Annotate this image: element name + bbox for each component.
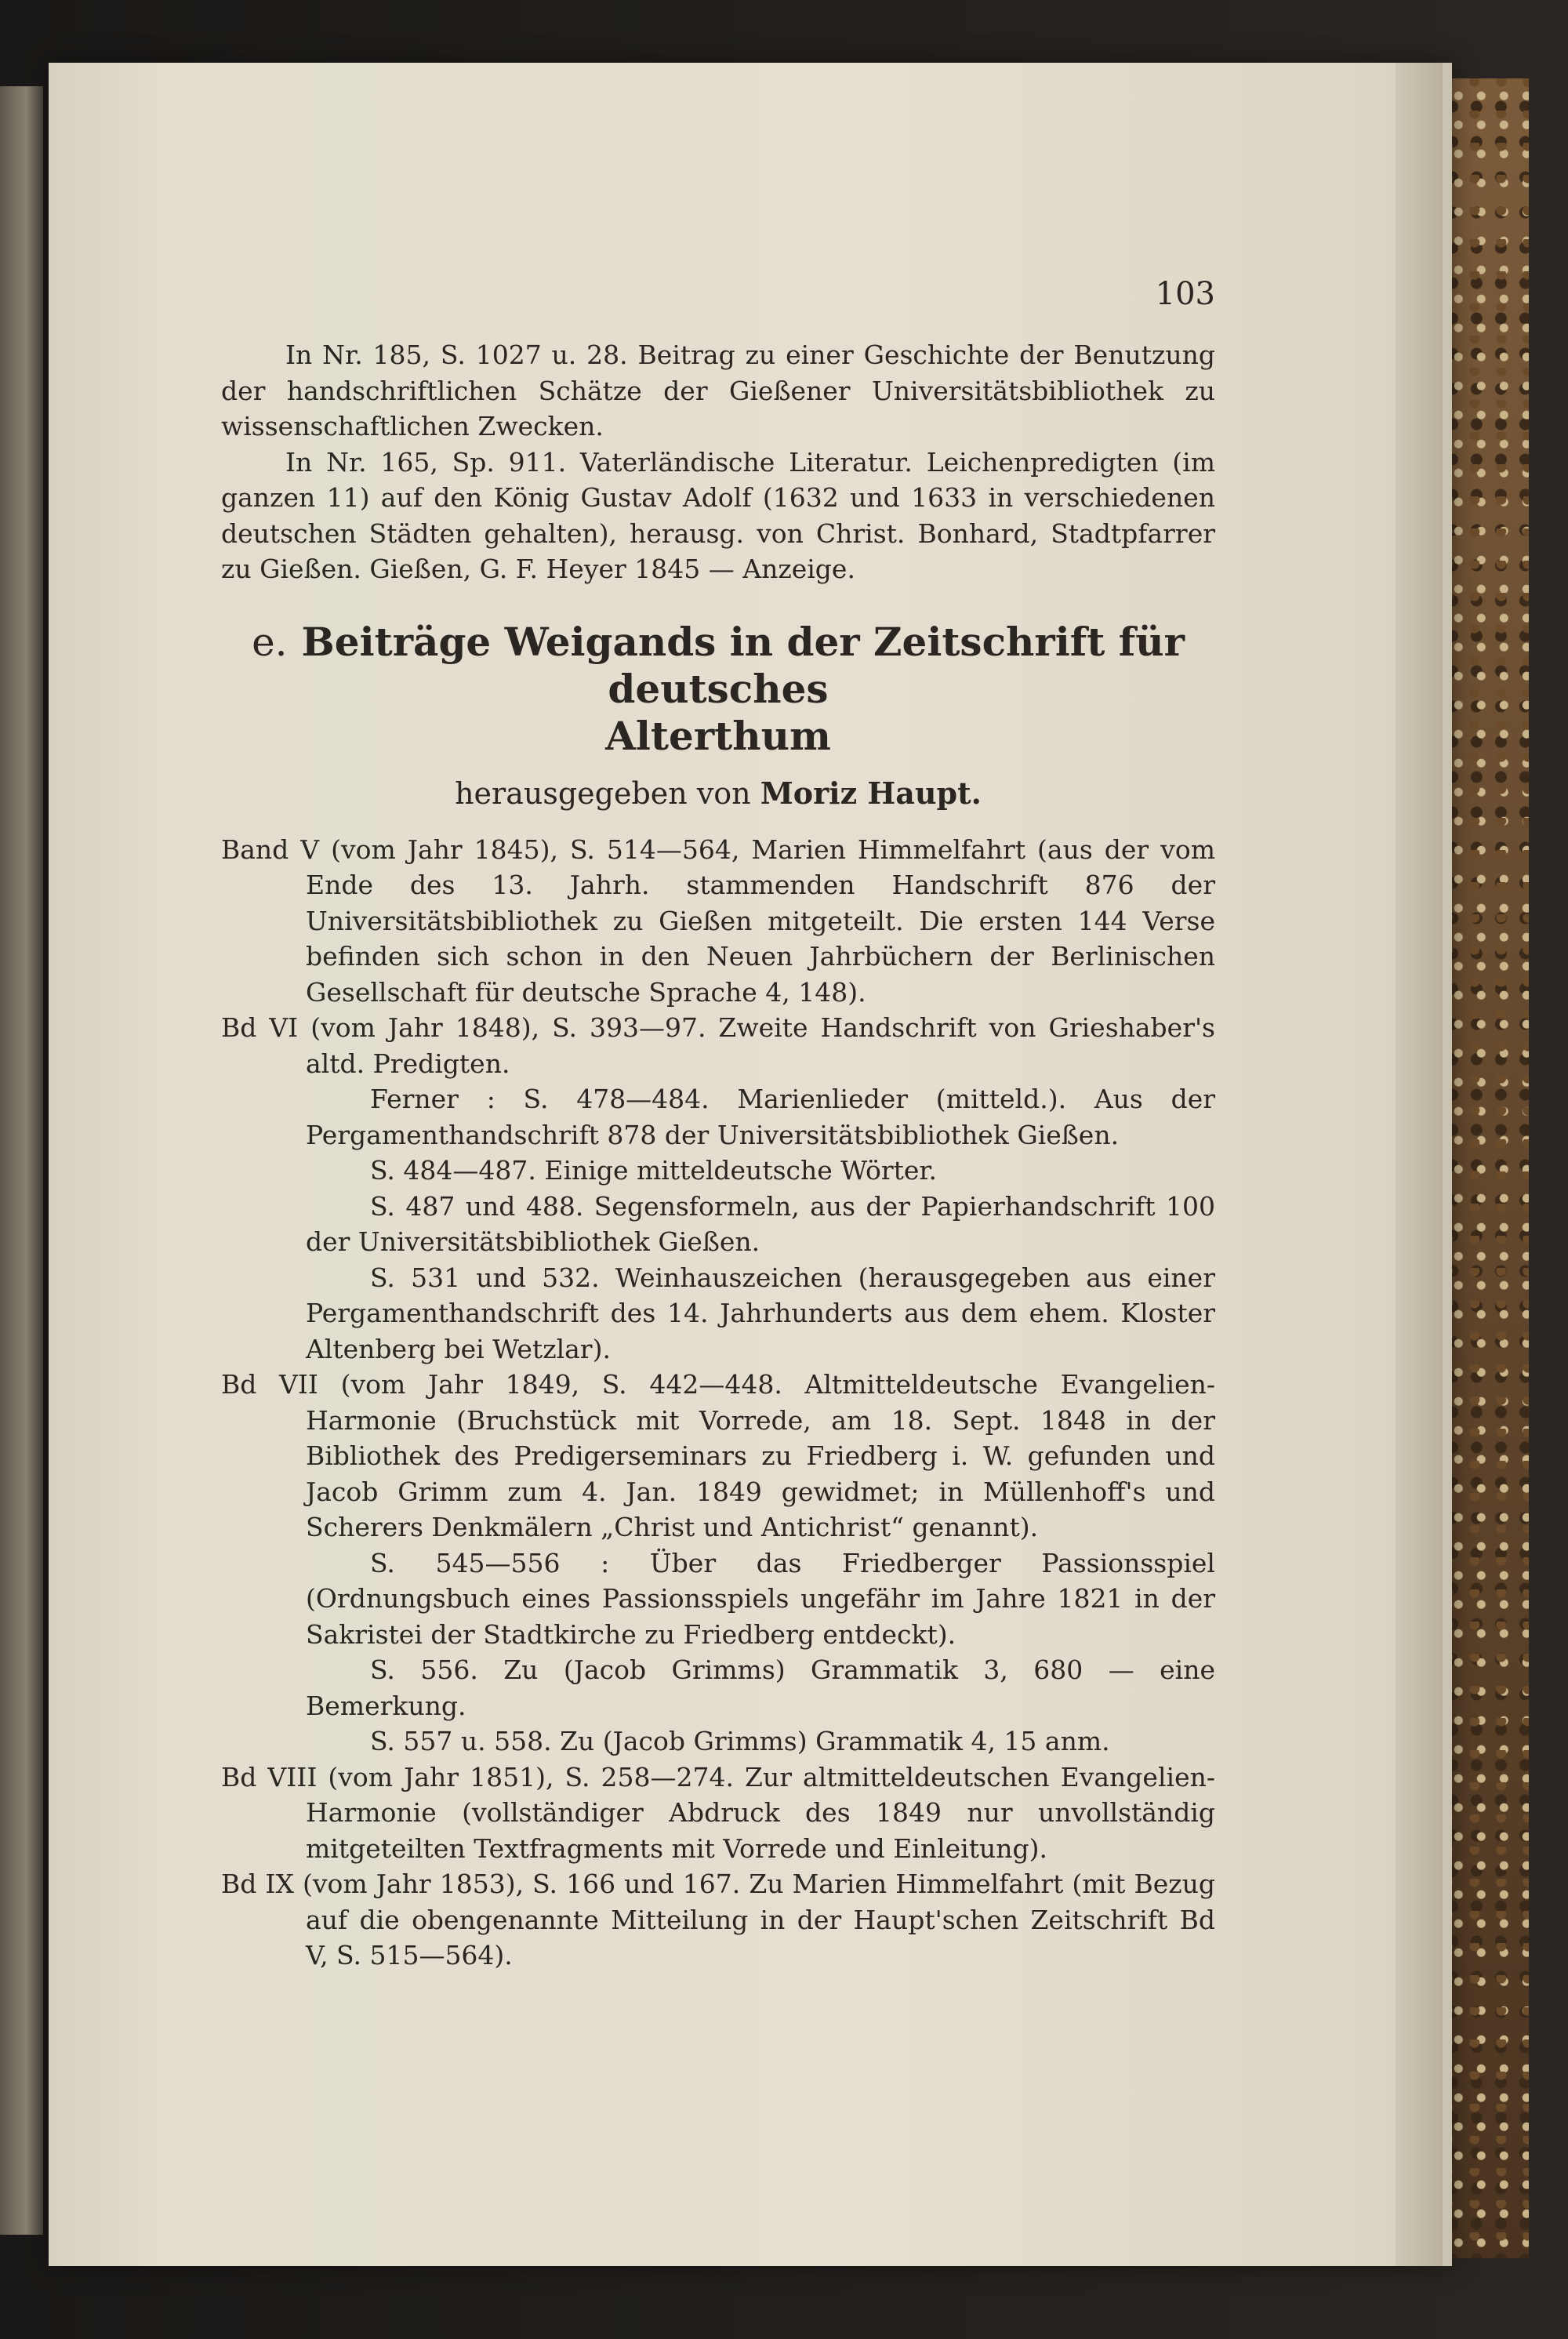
intro-paragraph: In Nr. 185, S. 1027 u. 28. Beitrag zu einer Geschichte der Benutzung der handschriftlichen Schätze der Gießener Universitätsbibliothek zu wissenschaftlichen Zwecken. (221, 340, 1215, 441)
bibliography-subentry: S. 556. Zu (Jacob Grimms) Grammatik 3, 680 — eine Bemerkung. (306, 1654, 1215, 1721)
section-heading (221, 619, 1215, 760)
section-number: e. (252, 619, 288, 665)
page-number: 103 (1155, 276, 1215, 312)
bibliography-entry: Bd VI (vom Jahr 1848), S. 393—97. Zweite Handschrift von Grieshaber's altd. Predigten. (221, 1012, 1215, 1079)
facing-page-edge (0, 86, 43, 2235)
bibliography-entry: Bd IX (vom Jahr 1853), S. 166 und 167. Zu Marien Himmelfahrt (mit Bezug auf die obengenannte Mitteilung in der Haupt'schen Zeitschrift Bd V, S. 515—564). (221, 1869, 1215, 1970)
bibliography-subentry: S. 545—556 : Über das Friedberger Passionsspiel (Ordnungsbuch eines Passionsspiels ungefähr im Jahre 1821 in der Sakristei der Stadtkirche zu Friedberg entdeckt). (306, 1547, 1215, 1650)
bibliography-subentry: S. 487 und 488. Segensformeln, aus der Papierhandschrift 100 der Universitätsbibliothek Gießen. (306, 1190, 1215, 1257)
book-cover-edge (1443, 78, 1529, 2258)
bibliography-entry: Bd VIII (vom Jahr 1851), S. 258—274. Zur altmitteldeutschen Evangelien-Harmonie (vollständiger Abdruck des 1849 nur unvollständig mitgeteilten Textfragments mit Vorrede und Einleitung). (221, 1761, 1215, 1864)
intro-paragraph: In Nr. 165, Sp. 911. Vaterländische Literatur. Leichenpredigten (im ganzen 11) auf den König Gustav Adolf (1632 und 1633 in verschiedenen deutschen Städten gehalten), herausg. von Christ. Bonhard, Stadtpfarrer zu Gießen. Gießen, G. F. Heyer 1845 — Anzeige. (221, 446, 1215, 584)
subtitle-text: herausgegeben von (455, 775, 751, 811)
page-text (221, 337, 1215, 1974)
section-subtitle (221, 774, 1215, 813)
section-title-line2: Alterthum (605, 712, 831, 759)
bibliography-entry: Bd VII (vom Jahr 1849, S. 442—448. Altmitteldeutsche Evangelien-Harmonie (Bruchstück mit Vorrede, am 18. Sept. 1848 in der Bibliothek des Predigerseminars zu Friedberg i. W. gefunden und Jacob Grimm zum 4. Jan. 1849 gewidmet; in Müllenhoff's und Scherers Denkmälern „Christ und Antichrist“ genannt). (221, 1369, 1215, 1542)
bibliography-subentry: S. 484—487. Einige mitteldeutsche Wörter. (370, 1155, 938, 1186)
bibliography-subentry: S. 557 u. 558. Zu (Jacob Grimms) Grammatik 4, 15 anm. (370, 1726, 1110, 1756)
bibliography-subentry: Ferner : S. 478—484. Marienlieder (mitteld.). Aus der Pergamenthandschrift 878 der Universitätsbibliothek Gießen. (306, 1084, 1215, 1150)
bibliography-entry: Band V (vom Jahr 1845), S. 514—564, Marien Himmelfahrt (aus der vom Ende des 13. Jahrh. stammenden Handschrift 876 der Universitätsbibliothek zu Gießen mitgeteilt. Die ersten 144 Verse befinden sich schon in den Neuen Jahrbüchern der Berlinischen Gesellschaft für deutsche Sprache 4, 148). (221, 834, 1215, 1008)
bibliography-subentry: S. 531 und 532. Weinhauszeichen (herausgegeben aus einer Pergamenthandschrift des 14. Jahrhunderts aus dem ehem. Kloster Altenberg bei Wetzlar). (306, 1262, 1215, 1364)
section-title-line1: Beiträge Weigands in der Zeitschrift für deutsches (301, 618, 1185, 712)
subtitle-editor-name: Moriz Haupt. (760, 775, 982, 811)
page-fold-edge (1396, 63, 1443, 2266)
